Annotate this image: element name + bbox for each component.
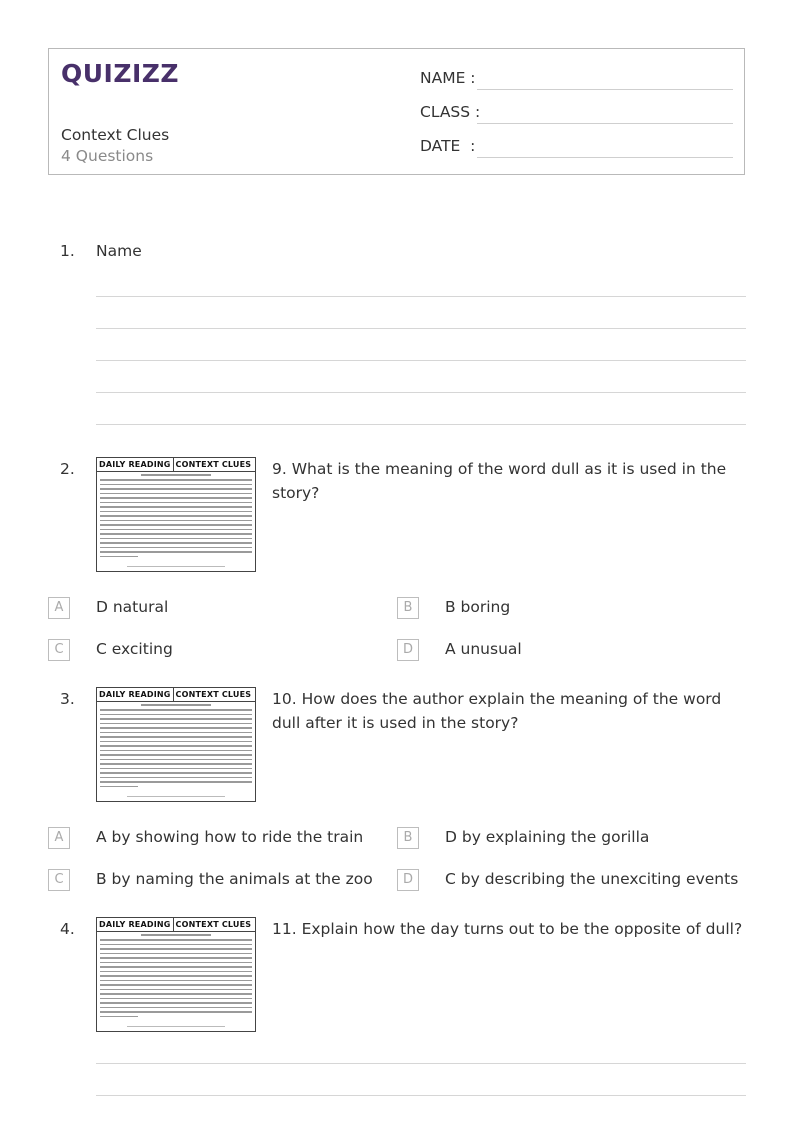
reading-passage-image <box>96 457 256 572</box>
option-b-box[interactable]: B <box>397 597 419 619</box>
thumbnail-heading-right: CONTEXT CLUES <box>175 460 252 469</box>
option-a-text: D natural <box>96 598 169 616</box>
quizizz-logo: QUIZIZZ <box>61 59 180 88</box>
thumbnail-footer-line <box>127 796 225 797</box>
thumbnail-text-lines <box>97 939 255 1017</box>
thumbnail-heading <box>97 458 255 472</box>
option-b-text: D by explaining the gorilla <box>445 828 650 846</box>
option-c-text: C exciting <box>96 640 173 658</box>
option-d-text: C by describing the unexciting events <box>445 870 739 888</box>
answer-line <box>96 328 746 329</box>
thumbnail-subtitle-graphic <box>97 704 255 706</box>
option-a-text: A by showing how to ride the train <box>96 828 364 846</box>
answer-line <box>96 424 746 425</box>
option-a-box[interactable]: A <box>48 827 70 849</box>
date-line <box>477 157 733 158</box>
option-d-text: A unusual <box>445 640 522 658</box>
worksheet-header <box>48 48 745 175</box>
question-count: 4 Questions <box>61 147 154 165</box>
option-d-box[interactable]: D <box>397 869 419 891</box>
answer-line <box>96 296 746 297</box>
thumbnail-heading-right: CONTEXT CLUES <box>175 920 252 929</box>
thumbnail-text-lines <box>97 479 255 557</box>
thumbnail-footer-line <box>127 566 225 567</box>
question-number: 4. <box>60 920 75 938</box>
name-label: NAME : <box>420 69 476 87</box>
option-c-box[interactable]: C <box>48 639 70 661</box>
option-a-box[interactable]: A <box>48 597 70 619</box>
thumbnail-heading-left: DAILY READING <box>97 458 174 471</box>
date-label: DATE : <box>420 137 476 155</box>
thumbnail-text-lines <box>97 709 255 787</box>
question-text: 9. What is the meaning of the word dull as it is used in the story? <box>272 460 727 502</box>
question-number: 2. <box>60 460 75 478</box>
option-b-box[interactable]: B <box>397 827 419 849</box>
question-text: Name <box>96 242 142 260</box>
option-c-text: B by naming the animals at the zoo <box>96 870 373 888</box>
thumbnail-heading <box>97 688 255 702</box>
class-label: CLASS : <box>420 103 481 121</box>
thumbnail-subtitle-graphic <box>97 474 255 476</box>
name-line <box>477 89 733 90</box>
option-d-box[interactable]: D <box>397 639 419 661</box>
question-text: 10. How does the author explain the meaning of the word dull after it is used in the story? <box>272 690 722 732</box>
thumbnail-subtitle-graphic <box>97 934 255 936</box>
answer-line <box>96 1063 746 1064</box>
answer-line <box>96 360 746 361</box>
thumbnail-heading <box>97 918 255 932</box>
thumbnail-footer-line <box>127 1026 225 1027</box>
thumbnail-heading-left: DAILY READING <box>97 688 174 701</box>
question-number: 1. <box>60 242 75 260</box>
answer-line <box>96 392 746 393</box>
thumbnail-heading-right: CONTEXT CLUES <box>175 690 252 699</box>
worksheet-title: Context Clues <box>61 126 170 144</box>
question-number: 3. <box>60 690 75 708</box>
option-c-box[interactable]: C <box>48 869 70 891</box>
question-text: 11. Explain how the day turns out to be the opposite of dull? <box>272 920 743 938</box>
reading-passage-image <box>96 687 256 802</box>
thumbnail-heading-left: DAILY READING <box>97 918 174 931</box>
option-b-text: B boring <box>445 598 511 616</box>
reading-passage-image <box>96 917 256 1032</box>
answer-line <box>96 1095 746 1096</box>
class-line <box>477 123 733 124</box>
